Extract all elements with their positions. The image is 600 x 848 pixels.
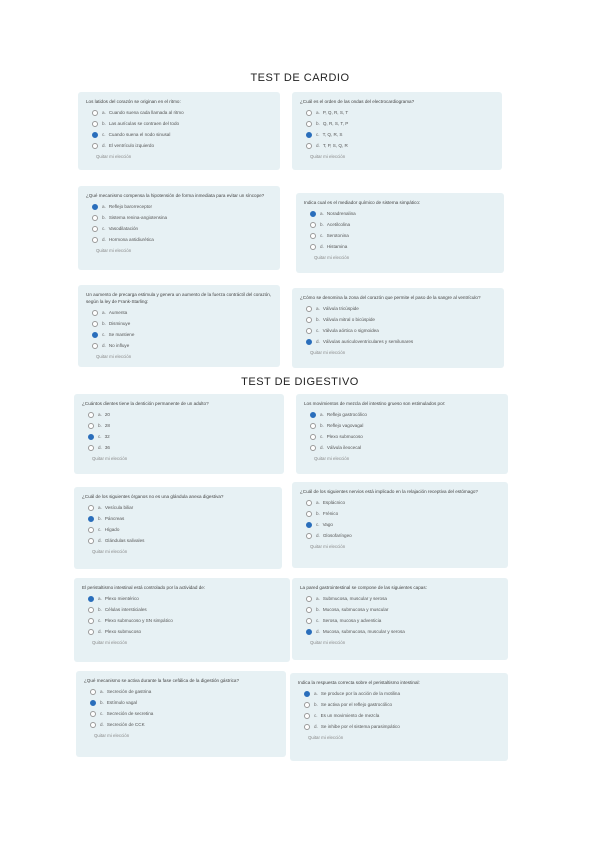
option-text: Se inhibe por el sistema parasimpático <box>320 724 400 729</box>
radio-icon[interactable] <box>88 505 94 511</box>
option-letter: d. <box>320 445 324 450</box>
option-letter: d. <box>320 244 324 249</box>
clear-choice-link[interactable]: Quitar mi elección <box>96 248 132 253</box>
option-text: Estímulo vagal <box>106 700 137 705</box>
option-text: Secreción de gastrina <box>106 689 152 694</box>
option-text: T, P, S, Q, R <box>322 143 348 148</box>
answer-option[interactable] <box>306 596 500 602</box>
answer-option[interactable] <box>310 445 500 451</box>
answer-option[interactable] <box>88 527 274 533</box>
answer-option[interactable] <box>88 516 274 522</box>
question-text: ¿Qué mecanismo compensa la hipotensión de forma inmediata para evitar un síncope? <box>86 193 265 198</box>
radio-icon[interactable] <box>310 244 316 250</box>
question-card <box>292 288 504 368</box>
answer-option[interactable] <box>306 121 494 127</box>
answer-option[interactable] <box>304 691 500 697</box>
option-letter: a. <box>102 110 106 115</box>
question-text: La pared gastrointestinal se compone de las siguientes capas: <box>300 585 427 590</box>
option-letter: b. <box>320 423 324 428</box>
radio-icon[interactable] <box>88 538 94 544</box>
option-text: Q, R, S, T, P <box>322 121 349 126</box>
radio-icon[interactable] <box>306 500 312 506</box>
answer-option[interactable] <box>306 306 496 312</box>
option-text: Secreción de secretina <box>106 711 154 716</box>
radio-icon[interactable] <box>306 533 312 539</box>
clear-choice-link[interactable]: Quitar mi elección <box>96 354 132 359</box>
radio-icon[interactable] <box>306 328 312 334</box>
option-text: Células intersticiales <box>104 607 147 612</box>
option-text: Disminuye <box>108 321 131 326</box>
radio-icon[interactable] <box>92 110 98 116</box>
answer-option[interactable] <box>90 700 278 706</box>
option-text: Hormona antidiurética <box>108 237 154 242</box>
question-card <box>292 578 508 660</box>
answer-option[interactable] <box>306 317 496 323</box>
radio-icon[interactable] <box>88 412 94 418</box>
question-card <box>296 394 508 474</box>
radio-icon[interactable] <box>92 343 98 349</box>
option-text: Cuando suena cada llamada al ritmo <box>108 110 184 115</box>
answer-option[interactable] <box>92 110 272 116</box>
answer-option[interactable] <box>88 607 282 613</box>
radio-icon[interactable] <box>310 434 316 440</box>
question-text: ¿Cómo se denomina la zona del corazón que permite el paso de la sangre al ventrículo? <box>300 295 481 300</box>
option-letter: c. <box>102 132 106 137</box>
radio-icon[interactable] <box>92 310 98 316</box>
answer-option[interactable] <box>88 596 282 602</box>
radio-icon[interactable] <box>310 222 316 228</box>
answer-option[interactable] <box>92 143 272 149</box>
option-letter: c. <box>320 434 324 439</box>
option-letter: c. <box>316 328 320 333</box>
radio-icon[interactable] <box>310 445 316 451</box>
option-letter: c. <box>314 713 318 718</box>
option-text: 36 <box>104 445 110 450</box>
option-text: Válvulas auriculoventriculares y semilunares <box>322 339 414 344</box>
answer-option[interactable] <box>92 132 272 138</box>
radio-icon[interactable] <box>90 689 96 695</box>
answer-option[interactable] <box>88 445 276 451</box>
answer-option[interactable] <box>306 143 494 149</box>
option-text: Esplácnico <box>322 500 346 505</box>
answer-option[interactable] <box>306 522 500 528</box>
clear-choice-link[interactable]: Quitar mi elección <box>310 544 346 549</box>
answer-option[interactable] <box>88 423 276 429</box>
answer-option[interactable] <box>92 343 272 349</box>
clear-choice-link[interactable]: Quitar mi elección <box>310 640 346 645</box>
answer-option[interactable] <box>92 226 272 232</box>
radio-selected-icon[interactable] <box>88 516 94 522</box>
question-card <box>74 578 290 662</box>
option-letter: b. <box>102 215 106 220</box>
radio-selected-icon[interactable] <box>310 412 316 418</box>
answer-option[interactable] <box>306 339 496 345</box>
option-text: Válvula tricúspide <box>322 306 359 311</box>
radio-selected-icon[interactable] <box>304 691 310 697</box>
radio-selected-icon[interactable] <box>88 596 94 602</box>
option-text: Válvula aórtica o sigmoidea <box>322 328 379 333</box>
answer-option[interactable] <box>90 711 278 717</box>
answer-option[interactable] <box>88 434 276 440</box>
answer-option[interactable] <box>92 332 272 338</box>
option-letter: b. <box>316 607 320 612</box>
option-letter: a. <box>320 211 324 216</box>
radio-icon[interactable] <box>92 226 98 232</box>
option-letter: b. <box>316 511 320 516</box>
option-letter: b. <box>314 702 318 707</box>
section-title: TEST DE DIGESTIVO <box>241 376 359 388</box>
option-text: Glándulas salivales <box>104 538 145 543</box>
question-text: Los movimientos de mezcla del intestino grueso son estimulados por: <box>304 401 446 406</box>
option-text: 20 <box>104 412 110 417</box>
option-letter: b. <box>102 121 106 126</box>
option-text: Mucosa, submucosa, muscular y serosa <box>322 629 405 634</box>
radio-icon[interactable] <box>92 215 98 221</box>
radio-icon[interactable] <box>306 607 312 613</box>
radio-selected-icon[interactable] <box>92 204 98 210</box>
option-letter: a. <box>316 596 320 601</box>
radio-selected-icon[interactable] <box>306 629 312 635</box>
answer-option[interactable] <box>306 132 494 138</box>
option-text: Noradrenalina <box>326 211 356 216</box>
option-letter: d. <box>316 629 320 634</box>
clear-choice-link[interactable]: Quitar mi elección <box>96 154 132 159</box>
section-title: TEST DE CARDIO <box>250 72 350 84</box>
answer-option[interactable] <box>306 328 496 334</box>
answer-option[interactable] <box>88 538 274 544</box>
radio-icon[interactable] <box>304 724 310 730</box>
option-letter: a. <box>98 505 102 510</box>
option-text: Serotonina <box>326 233 349 238</box>
radio-icon[interactable] <box>310 423 316 429</box>
option-text: Plexo submucoso <box>326 434 363 439</box>
option-text: Se mantiene <box>108 332 135 337</box>
clear-choice-link[interactable]: Quitar mi elección <box>310 350 346 355</box>
clear-choice-link[interactable]: Quitar mi elección <box>308 735 344 740</box>
option-text: Acetilcolina <box>326 222 351 227</box>
question-text: Indica la respuesta correcta sobre el peristaltismo intestinal: <box>298 680 420 685</box>
option-text: Es un movimiento de mezcla <box>320 713 380 718</box>
option-text: P, Q, R, S, T <box>322 110 349 115</box>
option-letter: c. <box>316 522 320 527</box>
answer-option[interactable] <box>306 511 500 517</box>
option-letter: a. <box>98 596 102 601</box>
option-text: Vago <box>322 522 333 527</box>
question-card <box>78 285 280 367</box>
option-letter: b. <box>102 321 106 326</box>
option-letter: c. <box>98 434 102 439</box>
answer-option[interactable] <box>310 211 496 217</box>
clear-choice-link[interactable]: Quitar mi elección <box>310 154 346 159</box>
option-letter: c. <box>316 618 320 623</box>
radio-icon[interactable] <box>310 233 316 239</box>
radio-icon[interactable] <box>304 702 310 708</box>
answer-option[interactable] <box>310 423 500 429</box>
radio-icon[interactable] <box>92 321 98 327</box>
radio-icon[interactable] <box>88 607 94 613</box>
radio-selected-icon[interactable] <box>90 700 96 706</box>
radio-icon[interactable] <box>306 596 312 602</box>
radio-icon[interactable] <box>90 722 96 728</box>
radio-selected-icon[interactable] <box>306 132 312 138</box>
answer-option[interactable] <box>88 629 282 635</box>
option-text: Las aurículas se contraen del todo <box>108 121 180 126</box>
clear-choice-link[interactable]: Quitar mi elección <box>314 456 350 461</box>
option-letter: c. <box>316 132 320 137</box>
option-letter: b. <box>98 423 102 428</box>
answer-option[interactable] <box>92 237 272 243</box>
option-letter: c. <box>100 711 104 716</box>
option-text: Reflejo vagovagal <box>326 423 364 428</box>
radio-icon[interactable] <box>90 711 96 717</box>
answer-option[interactable] <box>88 618 282 624</box>
answer-option[interactable] <box>306 110 494 116</box>
question-card <box>290 673 508 761</box>
answer-option[interactable] <box>306 607 500 613</box>
option-letter: a. <box>100 689 104 694</box>
answer-option[interactable] <box>304 724 500 730</box>
option-letter: a. <box>316 500 320 505</box>
option-letter: d. <box>98 538 102 543</box>
radio-icon[interactable] <box>306 121 312 127</box>
option-letter: a. <box>102 310 106 315</box>
answer-option[interactable] <box>90 722 278 728</box>
question-card <box>74 394 284 474</box>
answer-option[interactable] <box>306 500 500 506</box>
option-text: Serosa, mucosa y adventicia <box>322 618 382 623</box>
option-letter: d. <box>314 724 318 729</box>
answer-option[interactable] <box>304 702 500 708</box>
question-card <box>292 482 508 568</box>
question-card <box>74 487 282 569</box>
radio-icon[interactable] <box>92 143 98 149</box>
option-text: 28 <box>104 423 110 428</box>
question-text: ¿Cuál de los siguientes órganos no es una glándula anexa digestiva? <box>82 494 224 499</box>
radio-selected-icon[interactable] <box>310 211 316 217</box>
answer-option[interactable] <box>310 434 500 440</box>
option-text: Secreción de CCK <box>106 722 145 727</box>
option-letter: d. <box>316 339 320 344</box>
radio-selected-icon[interactable] <box>306 522 312 528</box>
option-text: Mucosa, submucosa y muscular <box>322 607 389 612</box>
option-letter: d. <box>102 237 106 242</box>
option-text: T, Q, R, S <box>322 132 343 137</box>
answer-option[interactable] <box>310 412 500 418</box>
radio-selected-icon[interactable] <box>92 332 98 338</box>
question-text: Un aumento de precarga estimula y genera un aumento de la fuerza contráctil del corazón, según la ley de Frank-Starling: <box>86 292 272 304</box>
radio-icon[interactable] <box>92 121 98 127</box>
option-letter: c. <box>102 226 106 231</box>
answer-option[interactable] <box>88 412 276 418</box>
option-text: Aumenta <box>108 310 128 315</box>
option-text: Hígado <box>104 527 120 532</box>
answer-option[interactable] <box>92 215 272 221</box>
question-text: ¿Cuál de los siguientes nervios está implicado en la relajación receptiva del estómago? <box>300 489 478 494</box>
answer-option[interactable] <box>88 505 274 511</box>
option-letter: c. <box>98 618 102 623</box>
question-card <box>76 671 286 757</box>
radio-icon[interactable] <box>306 110 312 116</box>
question-text: ¿Cuántos dientes tiene la dentición permanente de un adulto? <box>82 401 209 406</box>
option-letter: b. <box>98 607 102 612</box>
radio-icon[interactable] <box>306 618 312 624</box>
option-letter: d. <box>316 533 320 538</box>
option-text: 32 <box>104 434 110 439</box>
question-text: Los latidos del corazón se originan en el ritmo: <box>86 99 181 104</box>
answer-option[interactable] <box>92 310 272 316</box>
radio-icon[interactable] <box>306 317 312 323</box>
answer-option[interactable] <box>310 244 496 250</box>
option-letter: a. <box>316 110 320 115</box>
question-text: ¿Cuál es el orden de las ondas del electrocardiograma? <box>300 99 415 104</box>
option-letter: d. <box>100 722 104 727</box>
option-letter: a. <box>102 204 106 209</box>
option-text: Sistema renina-angiotensina <box>108 215 168 220</box>
clear-choice-link[interactable]: Quitar mi elección <box>314 255 350 260</box>
radio-icon[interactable] <box>88 445 94 451</box>
radio-icon[interactable] <box>88 423 94 429</box>
option-letter: a. <box>314 691 318 696</box>
option-text: No influye <box>108 343 130 348</box>
option-text: Válvula ileocecal <box>326 445 362 450</box>
option-text: Vesícula biliar <box>104 505 134 510</box>
option-text: Glosofaríngeo <box>322 533 352 538</box>
option-letter: b. <box>316 317 320 322</box>
answer-option[interactable] <box>304 713 500 719</box>
option-text: El ventrículo izquierdo <box>108 143 155 148</box>
option-letter: b. <box>320 222 324 227</box>
question-text: El peristaltismo intestinal está controlado por la actividad de: <box>82 585 206 590</box>
radio-selected-icon[interactable] <box>92 132 98 138</box>
answer-option[interactable] <box>92 121 272 127</box>
question-card <box>78 186 280 270</box>
option-text: Reflejo gastrocólico <box>326 412 367 417</box>
question-text: Indica cual es el mediador químico de sistema simpático: <box>304 200 421 205</box>
radio-icon[interactable] <box>88 629 94 635</box>
radio-icon[interactable] <box>306 143 312 149</box>
radio-icon[interactable] <box>306 511 312 517</box>
question-card <box>292 92 502 170</box>
option-text: Frénico <box>322 511 339 516</box>
option-letter: d. <box>316 143 320 148</box>
option-text: Se activa por el reflejo gastrocólico <box>320 702 393 707</box>
option-text: Cuando suena el nodo sinusal <box>108 132 171 137</box>
clear-choice-link[interactable]: Quitar mi elección <box>94 733 130 738</box>
option-letter: b. <box>98 516 102 521</box>
answer-option[interactable] <box>92 321 272 327</box>
option-text: Plexo submucoso y SN simpático <box>104 618 173 623</box>
option-text: Reflejo barorreceptor <box>108 204 152 209</box>
clear-choice-link[interactable]: Quitar mi elección <box>92 456 128 461</box>
option-letter: b. <box>100 700 104 705</box>
option-letter: a. <box>320 412 324 417</box>
option-letter: a. <box>98 412 102 417</box>
option-text: Plexo submucoso <box>104 629 142 634</box>
question-card <box>296 193 504 273</box>
option-letter: d. <box>98 629 102 634</box>
clear-choice-link[interactable]: Quitar mi elección <box>92 549 128 554</box>
option-text: Histamina <box>326 244 348 249</box>
option-letter: d. <box>102 143 106 148</box>
radio-icon[interactable] <box>92 237 98 243</box>
option-letter: a. <box>316 306 320 311</box>
question-card <box>78 92 280 170</box>
answer-option[interactable] <box>306 533 500 539</box>
option-letter: c. <box>320 233 324 238</box>
option-letter: c. <box>98 527 102 532</box>
answer-option[interactable] <box>306 629 500 635</box>
option-text: Submucosa, muscular y serosa <box>322 596 387 601</box>
radio-icon[interactable] <box>88 618 94 624</box>
option-text: Se produce por la acción de la motilina <box>320 691 401 696</box>
answer-option[interactable] <box>92 204 272 210</box>
radio-selected-icon[interactable] <box>306 339 312 345</box>
radio-icon[interactable] <box>88 527 94 533</box>
option-letter: c. <box>102 332 106 337</box>
option-letter: d. <box>102 343 106 348</box>
option-text: Plexo mientérico <box>104 596 139 601</box>
clear-choice-link[interactable]: Quitar mi elección <box>92 640 128 645</box>
answer-option[interactable] <box>306 618 500 624</box>
option-text: Páncreas <box>104 516 125 521</box>
radio-icon[interactable] <box>304 713 310 719</box>
answer-option[interactable] <box>310 233 496 239</box>
option-letter: b. <box>316 121 320 126</box>
option-text: Válvula mitral o bicúspide <box>322 317 375 322</box>
question-text: ¿Qué mecanismo se activa durante la fase cefálica de la digestión gástrica? <box>84 678 239 683</box>
option-text: Vasodilatación <box>108 226 139 231</box>
option-letter: d. <box>98 445 102 450</box>
answer-option[interactable] <box>310 222 496 228</box>
radio-icon[interactable] <box>306 306 312 312</box>
radio-selected-icon[interactable] <box>88 434 94 440</box>
answer-option[interactable] <box>90 689 278 695</box>
